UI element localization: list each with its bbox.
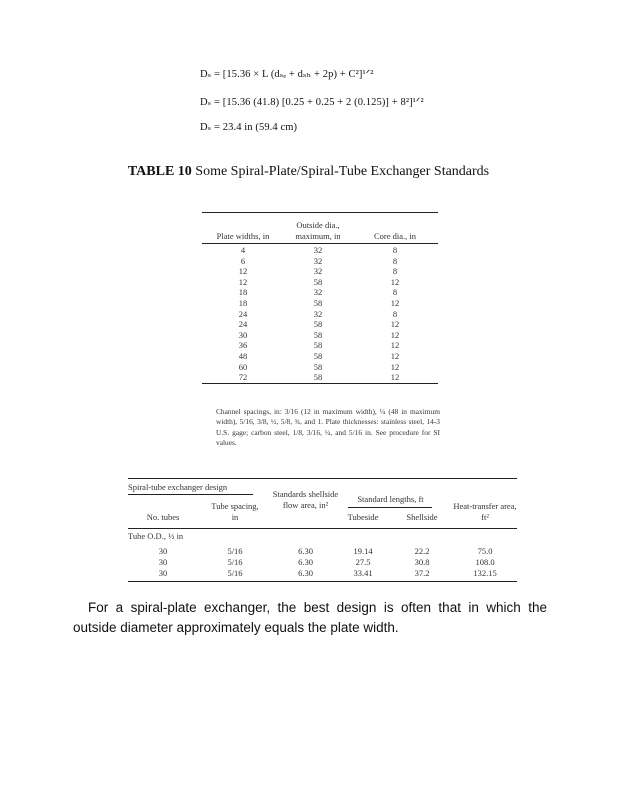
header-standard-lengths: Standard lengths, ft — [357, 494, 424, 504]
header-heat-transfer-area: Heat-transfer area, ft² — [453, 501, 517, 522]
cell-core-dia: 12 — [390, 319, 400, 330]
cell-plate-width: 18 — [238, 297, 248, 308]
table-caption: Some Spiral-Plate/Spiral-Tube Exchanger Standards — [195, 164, 490, 179]
table-row — [128, 557, 517, 567]
header-spiral-tube-design: Spiral-tube exchanger design — [128, 482, 228, 492]
cell-plate-width: 6 — [240, 255, 246, 266]
cell-plate-width: 12 — [238, 276, 248, 287]
cell-core-dia: 8 — [392, 266, 398, 277]
cell-plate-width: 72 — [238, 372, 248, 383]
cell-plate-width: 30 — [238, 329, 248, 340]
header-flow-area: Standards shellside flow area, in² — [272, 489, 339, 510]
cell-outside-dia: 58 — [313, 340, 323, 351]
table-row — [128, 568, 517, 578]
equation-shell-diameter-formula: Dₛ = [15.36 × L (dₛₑ + dₛₕ + 2p) + C²]¹ᐟ² — [200, 69, 374, 80]
cell-outside-dia: 32 — [313, 255, 323, 266]
table-bottom-rule — [202, 383, 438, 384]
cell-plate-width: 36 — [238, 340, 248, 351]
cell-core-dia: 12 — [390, 276, 400, 287]
header-core-dia: Core dia., in — [373, 230, 417, 241]
group-header-rule — [128, 494, 253, 495]
cell-plate-width: 60 — [238, 361, 248, 372]
cell-shellside: 30.8 — [414, 557, 430, 567]
cell-outside-dia: 58 — [313, 361, 323, 372]
cell-shellside: 22.2 — [414, 546, 430, 556]
cell-tubeside: 33.41 — [353, 568, 373, 578]
table-row — [202, 245, 438, 256]
table-header-rule — [128, 528, 517, 529]
table-row — [202, 256, 438, 267]
cell-core-dia: 8 — [392, 308, 398, 319]
table-body — [202, 244, 438, 383]
standard-lengths-rule — [348, 507, 432, 508]
equation-shell-diameter-result: Dₛ = 23.4 in (59.4 cm) — [200, 122, 298, 133]
cell-heat-area: 132.15 — [473, 568, 497, 578]
cell-core-dia: 12 — [390, 340, 400, 351]
table-row — [202, 298, 438, 309]
cell-tubeside: 27.5 — [355, 557, 371, 567]
cell-shellside: 37.2 — [414, 568, 430, 578]
cell-outside-dia: 32 — [313, 287, 323, 298]
table-row — [202, 287, 438, 298]
cell-heat-area: 108.0 — [475, 557, 495, 567]
cell-flow-area: 6.30 — [298, 568, 313, 578]
cell-plate-width: 24 — [238, 319, 248, 330]
cell-core-dia: 12 — [390, 297, 400, 308]
cell-tubeside: 19.14 — [353, 546, 373, 556]
cell-outside-dia: 58 — [313, 297, 323, 308]
table-row — [202, 277, 438, 288]
cell-plate-width: 18 — [238, 287, 248, 298]
cell-core-dia: 8 — [392, 245, 398, 255]
cell-outside-dia: 58 — [313, 350, 323, 361]
cell-plate-width: 48 — [238, 350, 248, 361]
table-title — [0, 164, 617, 180]
table-header-row — [202, 213, 438, 243]
table-footnote: Channel spacings, in: 3/16 (12 in maximum width), ¼ (48 in maximum width), 5/16, 3/8, ½, 5/8, ¾, and 1. Plate thicknesses: stainless steel, 14-3 U.S. gage; carbon steel, 1/8, 3/16, ¼, and 5/16 in. See procedure for SI values. — [216, 407, 440, 448]
table-label: TABLE 10 — [127, 164, 192, 179]
cell-tube-spacing: 5/16 — [227, 568, 243, 578]
cell-tube-spacing: 5/16 — [227, 557, 243, 567]
equation-shell-diameter-substituted: Dₛ = [15.36 (41.8) [0.25 + 0.25 + 2 (0.125)] + 8²]¹ᐟ² — [200, 97, 424, 108]
cell-plate-width: 12 — [238, 266, 248, 277]
cell-core-dia: 12 — [390, 350, 400, 361]
table-row — [202, 330, 438, 341]
header-shellside: Shellside — [406, 512, 438, 522]
table-top-rule — [128, 478, 517, 479]
header-plate-widths: Plate widths, in — [216, 230, 270, 241]
cell-outside-dia: 58 — [313, 372, 323, 383]
cell-core-dia: 12 — [390, 372, 400, 383]
table-row — [202, 266, 438, 277]
cell-core-dia: 12 — [390, 329, 400, 340]
table-row — [128, 546, 517, 556]
cell-tube-spacing: 5/16 — [227, 546, 243, 556]
table-bottom-rule — [128, 581, 517, 582]
cell-plate-width: 4 — [240, 245, 246, 255]
cell-outside-dia: 32 — [313, 266, 323, 277]
cell-core-dia: 8 — [392, 287, 398, 298]
table-row — [202, 372, 438, 383]
cell-outside-dia: 32 — [313, 308, 323, 319]
cell-no-tubes: 30 — [158, 546, 168, 556]
header-no-tubes: No. tubes — [146, 512, 180, 522]
header-tubeside: Tubeside — [347, 512, 379, 522]
cell-no-tubes: 30 — [158, 568, 168, 578]
cell-core-dia: 12 — [390, 361, 400, 372]
subgroup-tube-od: Tube O.D., ½ in — [128, 531, 184, 541]
cell-flow-area: 6.30 — [298, 546, 313, 556]
cell-outside-dia: 32 — [313, 245, 323, 255]
table-row — [202, 362, 438, 373]
table-row — [202, 340, 438, 351]
cell-no-tubes: 30 — [158, 557, 168, 567]
cell-outside-dia: 58 — [313, 319, 323, 330]
table-row — [202, 309, 438, 320]
cell-outside-dia: 58 — [313, 329, 323, 340]
plate-standards-table — [202, 212, 438, 384]
cell-outside-dia: 58 — [313, 276, 323, 287]
header-tube-spacing: Tube spacing, in — [211, 501, 259, 522]
table-row — [202, 351, 438, 362]
table-row — [202, 319, 438, 330]
cell-core-dia: 8 — [392, 255, 398, 266]
cell-plate-width: 24 — [238, 308, 248, 319]
header-outside-dia: Outside dia., maximum, in — [295, 220, 341, 241]
cell-heat-area: 75.0 — [477, 546, 493, 556]
cell-flow-area: 6.30 — [298, 557, 313, 567]
body-paragraph: For a spiral-plate exchanger, the best design is often that in which the outside diameter approximately equals the plate width. — [73, 600, 547, 635]
